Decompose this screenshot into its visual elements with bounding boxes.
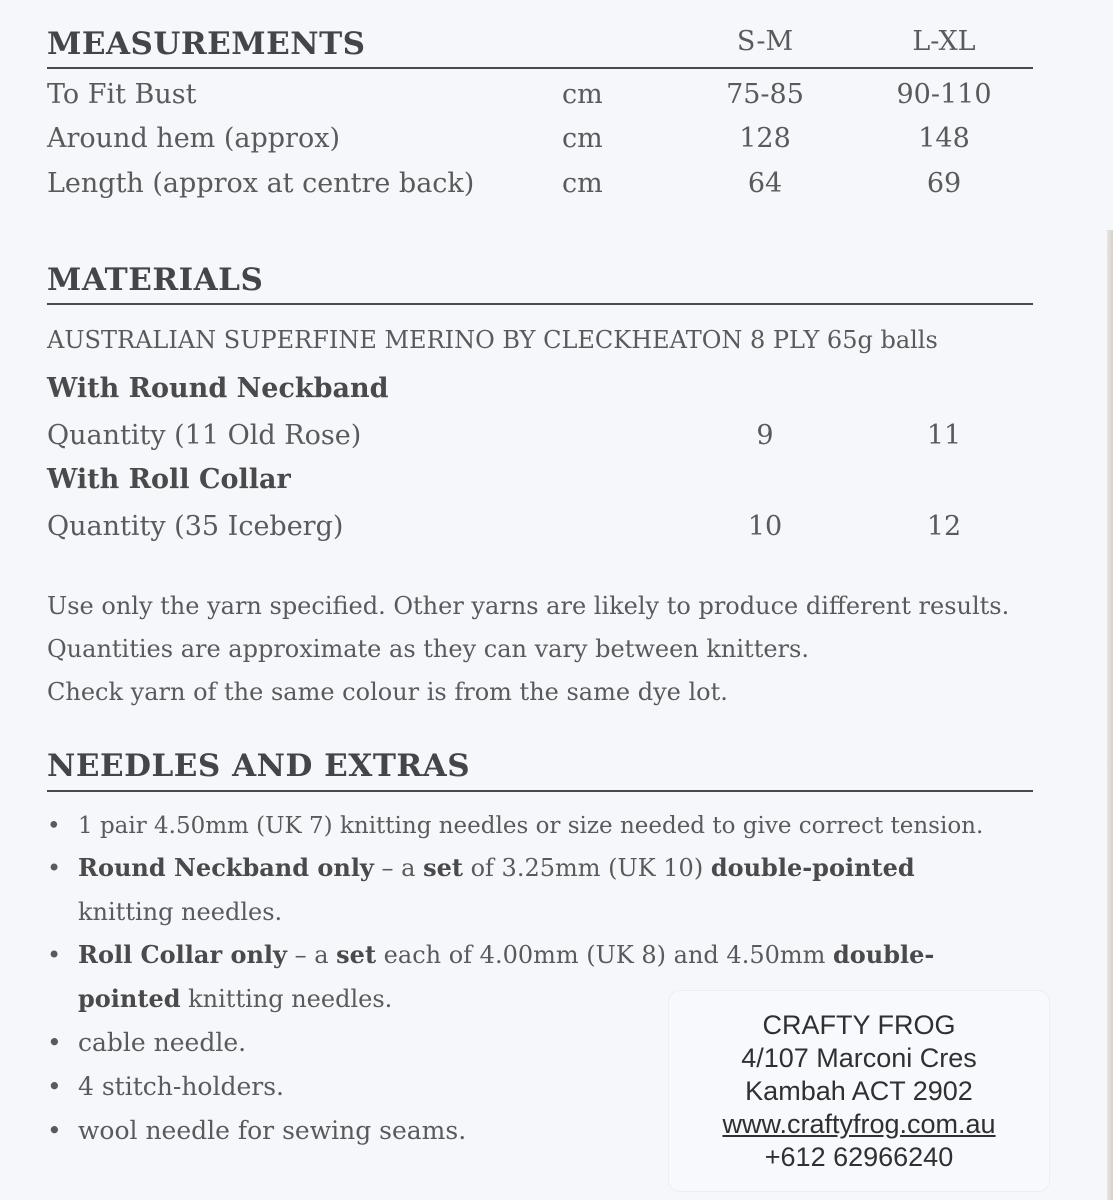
bold-text: pointed bbox=[78, 984, 181, 1013]
quantity-lxl: 11 bbox=[926, 420, 962, 451]
yarn-note: Check yarn of the same colour is from the same dye lot. bbox=[47, 678, 728, 706]
item-text: wool needle for sewing seams. bbox=[78, 1116, 467, 1145]
measurement-unit: cm bbox=[562, 79, 603, 110]
measurement-sm: 75-85 bbox=[726, 79, 804, 110]
bullet-icon: • bbox=[47, 813, 61, 839]
materials-heading: MATERIALS bbox=[47, 262, 264, 298]
item-text: cable needle. bbox=[78, 1028, 247, 1057]
group-title-text: With Roll Collar bbox=[47, 464, 291, 495]
item-text: each of 4.00mm (UK 8) and 4.50mm bbox=[376, 941, 834, 969]
store-website-link[interactable]: www.craftyfrog.com.au bbox=[722, 1109, 996, 1139]
measurement-label: Around hem (approx) bbox=[47, 123, 340, 154]
group-title-text: With Round Neckband bbox=[47, 373, 389, 404]
needles-heading: NEEDLES AND EXTRAS bbox=[47, 748, 471, 784]
item-text: 4 stitch-holders. bbox=[78, 1072, 284, 1101]
measurements-heading: MEASUREMENTS bbox=[47, 26, 366, 62]
store-address-line2: Kambah ACT 2902 bbox=[745, 1076, 973, 1106]
item-text: 1 pair 4.50mm (UK 7) knitting needles or size needed to give correct tension. bbox=[78, 813, 984, 839]
item-text: – a bbox=[373, 854, 424, 882]
store-name: CRAFTY FROG bbox=[762, 1010, 956, 1040]
quantity-sm: 10 bbox=[747, 511, 783, 542]
materials-rule bbox=[47, 303, 1033, 305]
item-text: knitting needles. bbox=[180, 985, 393, 1013]
needles-rule bbox=[47, 790, 1033, 792]
quantity-sm: 9 bbox=[756, 420, 774, 451]
bullet-icon: • bbox=[47, 941, 62, 969]
item-text: of 3.25mm (UK 10) bbox=[462, 854, 711, 882]
measurement-unit: cm bbox=[562, 123, 603, 154]
page-edge bbox=[1107, 230, 1113, 1200]
store-label-sticker bbox=[668, 990, 1050, 1192]
group-title bbox=[47, 458, 1033, 502]
bold-text: set bbox=[423, 853, 463, 882]
measurement-row bbox=[47, 162, 1033, 206]
size-header-row bbox=[47, 20, 1033, 64]
measurement-lxl: 69 bbox=[926, 168, 962, 199]
measurement-lxl: 148 bbox=[918, 123, 970, 154]
measurement-sm: 64 bbox=[747, 168, 783, 199]
measurement-unit: cm bbox=[562, 168, 603, 199]
yarn-note: Use only the yarn specified. Other yarns are likely to produce different results. bbox=[47, 592, 1010, 620]
measurements-rule bbox=[47, 67, 1033, 69]
size-header-sm: S-M bbox=[736, 26, 794, 57]
bullet-icon: • bbox=[47, 854, 62, 882]
item-text: knitting needles. bbox=[78, 898, 283, 926]
bullet-icon: • bbox=[47, 1072, 62, 1101]
bold-text: Roll Collar only bbox=[78, 940, 287, 969]
measurement-lxl: 90-110 bbox=[896, 79, 992, 110]
measurement-sm: 128 bbox=[739, 123, 791, 154]
quantity-label: Quantity (11 Old Rose) bbox=[47, 420, 362, 451]
measurement-row bbox=[47, 73, 1033, 117]
bullet-icon: • bbox=[47, 1028, 62, 1057]
group-title bbox=[47, 367, 1033, 411]
measurement-row bbox=[47, 117, 1033, 161]
quantity-row bbox=[47, 414, 1033, 458]
quantity-label: Quantity (35 Iceberg) bbox=[47, 511, 344, 542]
yarn-name: AUSTRALIAN SUPERFINE MERINO BY CLECKHEATON 8 PLY 65g balls bbox=[47, 326, 938, 354]
bold-text: Round Neckband only bbox=[78, 853, 374, 882]
store-address-line1: 4/107 Marconi Cres bbox=[741, 1043, 977, 1073]
measurement-label: Length (approx at centre back) bbox=[47, 168, 475, 199]
quantity-row bbox=[47, 505, 1033, 549]
store-phone: +612 62966240 bbox=[764, 1142, 954, 1172]
bold-text: set bbox=[336, 940, 377, 969]
bold-text: double- bbox=[833, 940, 935, 969]
size-header-lxl: L-XL bbox=[912, 26, 976, 57]
item-text: – a bbox=[286, 941, 337, 969]
measurement-label: To Fit Bust bbox=[47, 79, 197, 110]
quantity-lxl: 12 bbox=[926, 511, 962, 542]
bullet-icon: • bbox=[47, 1116, 62, 1145]
bold-text: double-pointed bbox=[710, 853, 915, 882]
yarn-note: Quantities are approximate as they can vary between knitters. bbox=[47, 635, 809, 663]
